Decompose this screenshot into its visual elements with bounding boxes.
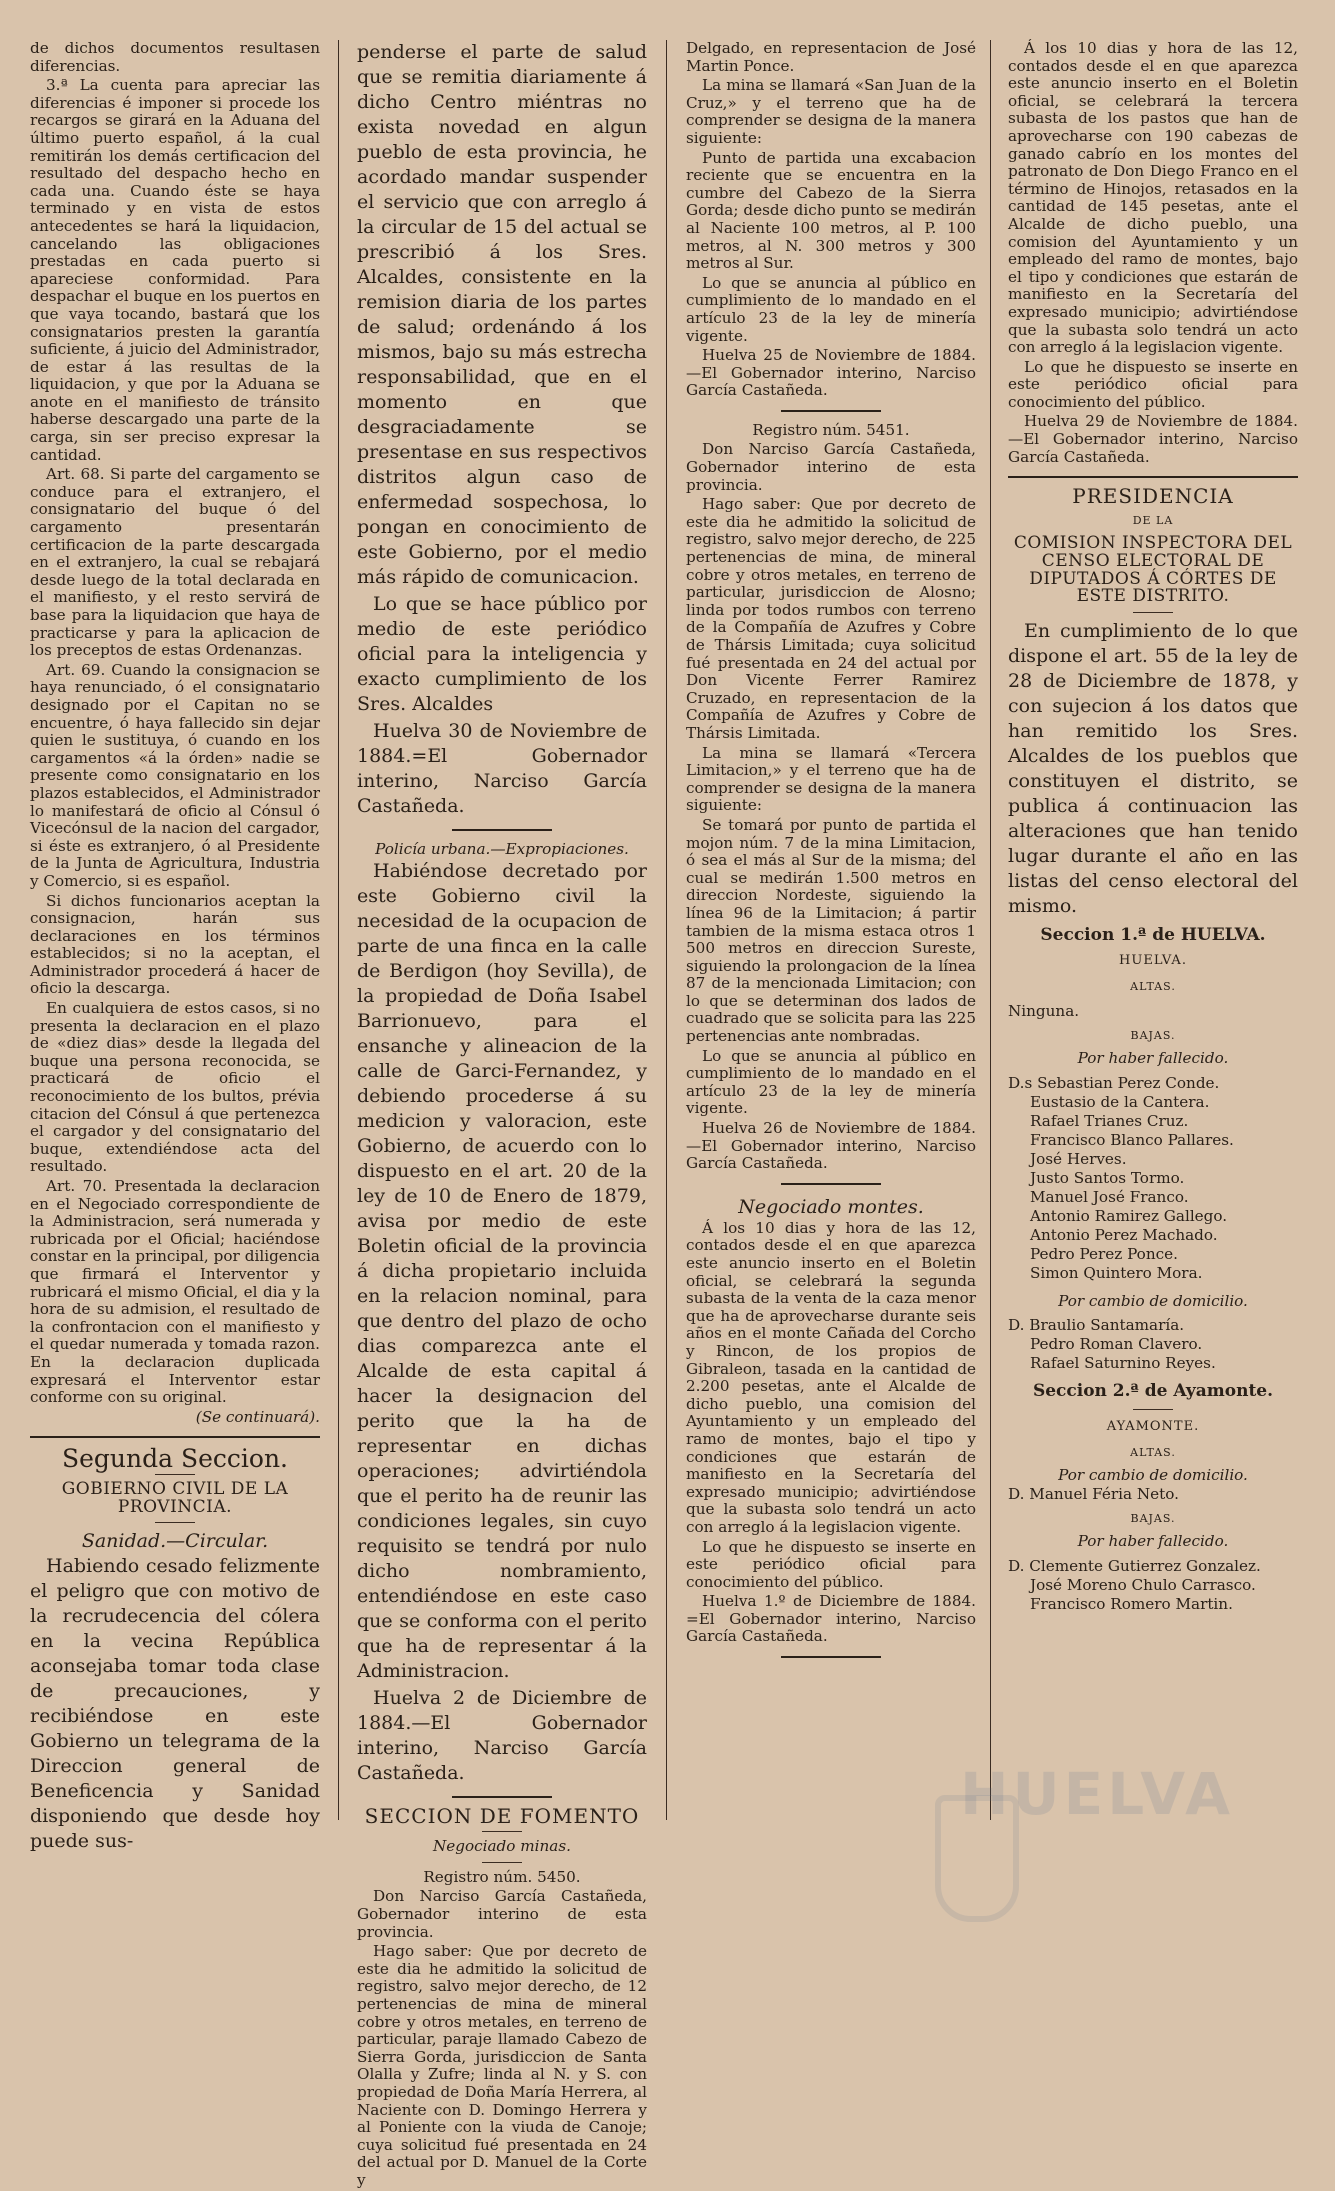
column-2 <box>357 40 647 2191</box>
list-item: José Moreno Chulo Carrasco. <box>1030 1575 1256 1594</box>
list-item: Eustasio de la Cantera. <box>1030 1092 1210 1111</box>
subheading: Por haber fallecido. <box>1077 1532 1229 1551</box>
paragraph: Habiendo cesado felizmente el peligro que con motivo de la recrudecencia del cólera en la vecina República aconsejaba tomar toda clase de precauciones, y recibiéndose en este Gobierno un telegrama de la Direccion general de Beneficencia y Sanidad disponiendo que desde hoy puede sus- <box>30 1555 320 1853</box>
list-item: Justo Santos Tormo. <box>1030 1168 1185 1187</box>
paragraph: Art. 70. Presentada la declaracion en el Negociado correspondiente de la Administracion, será numerada y rubricada por el Oficial; haciéndose constar en la principal, por diligencia que firmará el Interventor y rubricará el mismo Oficial, el dia y la hora de su admision, el resultado de la confrontacion con el manifiesto y el quedar numerada y tomada razon. En la declaracion duplicada expresará el Interventor estar conforme con su original. <box>30 1177 320 1407</box>
de-la-label: DE LA <box>1132 513 1174 527</box>
minas-heading: Negociado minas. <box>433 1837 571 1856</box>
signature: Huelva 26 de Noviembre de 1884. —El Gobernador interino, Narciso García Castañeda. <box>686 1119 976 1173</box>
list-item: D.s Sebastian Perez Conde. <box>1008 1073 1220 1092</box>
paragraph: Art. 68. Si parte del cargamento se conduce para el extranjero, el consignatario del buque ó del cargamento presentarán certificacion de la parte descargada en el extranjero, la cual se rebajará desde luego de la total declarada en el manifiesto, y el resto servirá de base para la liquidacion que haya de practicarse y para la aplicacion de los preceptos de estas Ordenanzas. <box>30 465 320 660</box>
signature: Huelva 25 de Noviembre de 1884. —El Gobernador interino, Narciso García Castañeda. <box>686 346 976 400</box>
policia-heading: Policía urbana.—Expropiaciones. <box>375 840 629 858</box>
list-item: Rafael Trianes Cruz. <box>1030 1111 1189 1130</box>
list-item: Pedro Perez Ponce. <box>1030 1244 1178 1263</box>
divider <box>452 1796 552 1798</box>
list-item: Antonio Perez Machado. <box>1030 1225 1218 1244</box>
list-item: Francisco Blanco Pallares. <box>1030 1130 1234 1149</box>
divider <box>155 1522 195 1523</box>
paragraph: Don Narciso García Castañeda, Gobernador interino de esta provincia. <box>686 440 976 494</box>
divider <box>30 1436 320 1438</box>
montes-heading: Negociado montes. <box>738 1195 924 1218</box>
seccion-2-heading: Seccion 2.ª de Ayamonte. <box>1032 1381 1274 1402</box>
cambio-list <box>1008 1316 1298 1373</box>
subheading: Por cambio de domicilio. <box>1058 1291 1248 1310</box>
list-item: José Herves. <box>1030 1149 1127 1168</box>
paragraph: penderse el parte de salud que se remitia diariamente á dicho Centro miéntras no exista novedad en algun pueblo de esta provincia, he acordado mandar suspender el servicio que con arreglo á la circular de 15 del actual se prescribió á los Sres. Alcaldes, consistente en la remision diaria de los partes de salud; ordenándo á los mismos, bajo su más estrecha responsabilidad, que en el momento en que desgraciadamente se presentase en sus respectivos distritos algun caso de enfermedad sospechosa, lo pongan en conocimiento de este Gobierno, por el medio más rápido de comunicacion. <box>357 41 647 588</box>
paragraph: Lo que se anuncia al público en cumplimiento de lo mandado en el artículo 23 de la ley de minería vigente. <box>686 273 976 345</box>
list-item: D. Clemente Gutierrez Gonzalez. <box>1008 1556 1261 1575</box>
paragraph: Don Narciso García Castañeda, Gobernador interino de esta provincia. <box>357 1887 647 1941</box>
divider <box>781 1656 881 1658</box>
list-item: Antonio Ramirez Gallego. <box>1030 1206 1228 1225</box>
column-3 <box>686 40 976 1668</box>
list-item: Simon Quintero Mora. <box>1030 1263 1203 1282</box>
paragraph: En cumplimiento de lo que dispone el art. 55 de la ley de 28 de Diciembre de 1878, y con sujecion á los datos que han remitido los Sres. Alcaldes de los pueblos que constituyen el distrito, se publica á continuacion las alteraciones que han tenido lugar durante el año en las listas del censo electoral del mismo. <box>1008 619 1298 917</box>
gobierno-heading: GOBIERNO CIVIL DE LA PROVINCIA. <box>61 1478 289 1517</box>
column-divider <box>990 40 991 1820</box>
watermark: HUELVA <box>960 1760 1235 1828</box>
paragraph: Á los 10 dias y hora de las 12, contados desde el en que aparezca este anuncio inserto en el Boletin oficial, se celebrará la tercera subasta de los pastos que han de aprovecharse con 190 cabezas de ganado cabrío en los montes del patronato de Don Diego Franco en el término de Hinojos, retasados en la cantidad de 145 pesetas, ante el Alcalde de dicho pueblo, una comision del Ayuntamiento y un empleado del ramo de montes, bajo el tipo y condiciones que estarán de manifiesto en la Secretaría del expresado municipio; advirtiéndose que la subasta solo tendrá un acto con arreglo á la legislacion vigente. <box>1008 39 1298 357</box>
sanidad-heading: Sanidad.—Circular. <box>81 1530 269 1553</box>
list-item: D. Manuel Féria Neto. <box>1008 1484 1179 1503</box>
seccion-1-heading: Seccion 1.ª de HUELVA. <box>1040 924 1266 945</box>
paragraph: Lo que he dispuesto se inserte en este periódico oficial para conocimiento del público. <box>686 1537 976 1591</box>
paragraph: La mina se llamará «Tercera Limitacion,» y el terreno que ha de comprender se designa de la manera siguiente: <box>686 743 976 815</box>
list-item: Francisco Romero Martin. <box>1030 1594 1233 1613</box>
divider <box>781 410 881 412</box>
subheading: Por haber fallecido. <box>1077 1049 1229 1068</box>
paragraph: Hago saber: Que por decreto de este dia he admitido la solicitud de registro, salvo mejor derecho, de 225 pertenencias de mina, de mineral cobre y otros metales, en terreno de particular, jurisdiccion de Alosno; linda por todos rumbos con terreno de la Compañía de Azufres y Cobre de Thársis Limitada; cuya solicitud fué presentada en 24 del actual por Don Vicente Ferrer Ramirez Cruzado, en representacion de la Compañía de Azufres y Cobre de Thársis Limitada. <box>686 495 976 742</box>
divider <box>1008 476 1298 478</box>
fomento-heading: SECCION DE FOMENTO <box>364 1803 640 1828</box>
presidencia-heading: PRESIDENCIA <box>1072 484 1234 509</box>
paragraph: 3.ª La cuenta para apreciar las diferencias é imponer si procede los recargos se girará en la Aduana del último puerto español, á la cual remitirán los demás certificacion del resultado del despacho hecho en cada una. Cuando éste se haya terminado y en vista de estos antecedentes se hará la liquidacion, cancelando las obligaciones prestadas en cada puerto si apareciese conformidad. Para despachar el buque en los puertos en que vaya tocando, bastará que los consignatarios presten la garantía suficiente, á juicio del Administrador, de estar á las resultas de la liquidacion, y que por la Aduana se anote en el manifiesto de tránsito haberse descargado una parte de la carga, sin ser preciso expresar la cantidad. <box>30 76 320 464</box>
divider <box>781 1183 881 1185</box>
divider <box>155 1474 195 1475</box>
paragraph: Punto de partida una excabacion reciente que se encuentra en la cumbre del Cabezo de la Sierra Gorda; desde dicho punto se medirán al Naciente 100 metros, al P. 100 metros, al N. 300 metros y 300 metros al Sur. <box>686 148 976 273</box>
altas-label: ALTAS. <box>1130 980 1176 993</box>
paragraph: Á los 10 dias y hora de las 12, contados desde el en que aparezca este anuncio inserto en el Boletin oficial, se celebrará la segunda subasta de la venta de la caza menor que ha de aprovecharse durante seis años en el monte Cañada del Corcho y Rincon, de los propios de Gibraleon, tasada en la cantidad de 2.200 pesetas, ante el Alcalde de dicho pueblo, una comision del Ayuntamiento y un empleado del ramo de montes, bajo el tipo y condiciones que estarán de manifiesto en la Secretaría del expresado municipio; advirtiéndose que la subasta solo tendrá un acto con arreglo á la legislacion vigente. <box>686 1218 976 1536</box>
list-item: D. Braulio Santamaría. <box>1008 1316 1185 1335</box>
registro-number: Registro núm. 5451. <box>752 420 910 439</box>
divider <box>482 1862 522 1863</box>
divider <box>1133 612 1173 613</box>
list-item: Rafael Saturnino Reyes. <box>1030 1354 1216 1373</box>
divider <box>482 1831 522 1832</box>
signature: Huelva 2 de Diciembre de 1884.—El Gobernador interino, Narciso García Castañeda. <box>357 1686 647 1784</box>
column-4 <box>1008 40 1298 1624</box>
subheading: Por cambio de domicilio. <box>1058 1466 1248 1485</box>
fallecidos-list <box>1008 1074 1298 1283</box>
section-title: Segunda Seccion. <box>61 1444 288 1474</box>
paragraph: Delgado, en representacion de José Martin Ponce. <box>686 39 976 75</box>
signature: Huelva 29 de Noviembre de 1884. —El Gobernador interino, Narciso García Castañeda. <box>1008 412 1298 466</box>
paragraph: Habiéndose decretado por este Gobierno civil la necesidad de la ocupacion de parte de una finca en la calle de Berdigon (hoy Sevilla), de la propiedad de Doña Isabel Barrionuevo, para el ensanche y alineacion de la calle de Garci-Fernandez, y debiendo procederse á su medicion y valoracion, este Gobierno, de acuerdo con lo dispuesto en el art. 20 de la ley de 10 de Enero de 1879, avisa por medio de este Boletin oficial de la provincia á dicha propietario incluida en la relacion nominal, para que dentro del plazo de ocho dias comparezca ante el Alcalde de esta capital á hacer la designacion del perito que la ha de representar en dichas operaciones; advirtiéndola que el perito ha de reunir las condiciones legales, sin cuyo requisito se tendrá por nulo dicho nombramiento, entendiéndose en este caso que se conforma con el perito que ha de representar á la Administracion. <box>357 859 647 1682</box>
list-item: Manuel José Franco. <box>1030 1187 1189 1206</box>
town-heading: HUELVA. <box>1119 953 1187 969</box>
paragraph: Lo que he dispuesto se inserte en este periódico oficial para conocimiento del público. <box>1008 357 1298 411</box>
paragraph: Lo que se anuncia al público en cumplimiento de lo mandado en el artículo 23 de la ley de minería vigente. <box>686 1046 976 1118</box>
column-1 <box>30 40 320 1856</box>
paragraph: Art. 69. Cuando la consignacion se haya renunciado, ó el consignatario designado por el Capitan no se encuentre, ó haya fallecido sin dejar quien le sustituya, ó cuando en los cargamentos «á la órden» nadie se presente como consignatario en los plazos establecidos, el Administrador lo manifestará de oficio al Cónsul ó Vicecónsul de la nacion del cargador, si éste es extranjero, ó al Presidente de la Junta de Agricultura, Industria y Comercio, si es español. <box>30 660 320 890</box>
paragraph: Se tomará por punto de partida el mojon núm. 7 de la mina Limitacion, ó sea el más al Sur de la misma; del cual se medirán 1.500 metros en direccion Nordeste, siguiendo la línea 96 de la Limitacion; á partir tambien de la misma estaca otros 1 500 metros en direccion Sureste, siguiendo la prolongacion de la línea 87 de la mencionada Limitacion; con lo que se determinan dos lados de cuadrado que se solicita para las 225 pertenencias ante nombradas. <box>686 815 976 1046</box>
paragraph: La mina se llamará «San Juan de la Cruz,» y el terreno que ha de comprender se designa de la manera siguiente: <box>686 76 976 147</box>
divider <box>1133 1409 1173 1410</box>
column-divider <box>666 40 667 1820</box>
list-item: Ninguna. <box>1008 1001 1080 1020</box>
paragraph: Lo que se hace público por medio de este periódico oficial para la inteligencia y exacto cumplimiento de los Sres. Alcaldes <box>357 593 647 715</box>
list-item: Pedro Roman Clavero. <box>1030 1335 1203 1354</box>
divider <box>452 829 552 831</box>
town-heading: AYAMONTE. <box>1106 1418 1200 1434</box>
signature: Huelva 30 de Noviembre de 1884.=El Gobernador interino, Narciso García Castañeda. <box>357 720 647 817</box>
comision-heading: COMISION INSPECTORA DEL CENSO ELECTORAL DE DIPUTADOS Á CÓRTES DE ESTE DISTRITO. <box>1013 533 1293 607</box>
bajas-label: BAJAS. <box>1130 1511 1176 1525</box>
fallecidos-list <box>1008 1557 1298 1614</box>
paragraph: En cualquiera de estos casos, si no presenta la declaracion en el plazo de «diez dias» desde la llegada del buque una persona reconocida, se practicará de oficio el reconocimiento de los bultos, prévia citacion del Cónsul á que pertenezca el cargador y del consignatario del buque, extendiéndose acta del resultado. <box>30 999 320 1176</box>
continuation-note: (Se continuará). <box>195 1407 320 1426</box>
signature: Huelva 1.º de Diciembre de 1884. =El Gobernador interino, Narciso García Castañeda. <box>686 1592 976 1646</box>
paragraph: de dichos documentos resultasen diferencias. <box>30 39 320 75</box>
bajas-label: BAJAS. <box>1130 1028 1176 1042</box>
altas-label: ALTAS. <box>1130 1445 1176 1459</box>
paragraph: Si dichos funcionarios aceptan la consignacion, harán sus declaraciones en los términos establecidos; si no la aceptan, el Administrador procederá á hacer de oficio la descarga. <box>30 891 320 998</box>
paragraph: Hago saber: Que por decreto de este dia he admitido la solicitud de registro, salvo mejor derecho, de 12 pertenencias de mina de mineral cobre y otros metales, en terreno de particular, paraje llamado Cabezo de Sierra Gorda, jurisdiccion de Santa Olalla y Zufre; linda al N. y S. con propiedad de Doña María Herrera, al Naciente con D. Domingo Herrera y al Poniente con la viuda de Canoje; cuya solicitud fué presentada en 24 del actual por D. Manuel de la Corte y <box>357 1942 647 2189</box>
registro-number: Registro núm. 5450. <box>423 1867 581 1886</box>
column-divider <box>338 40 339 1820</box>
